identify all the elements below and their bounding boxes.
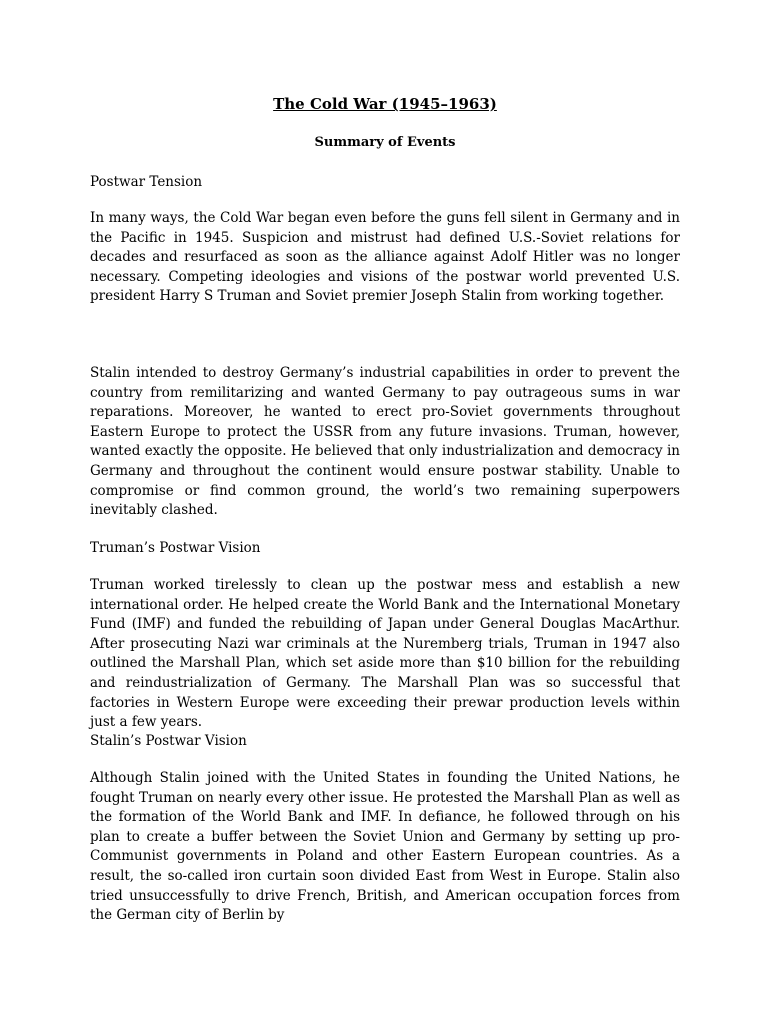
page-title: The Cold War (1945–1963): [273, 95, 497, 113]
section-heading-stalin-vision: Stalin’s Postwar Vision: [90, 733, 247, 749]
paragraph-stalin-vision: Although Stalin joined with the United States in founding the United Nations, he fought Truman on nearly every other issue. He protested the Marshall Plan as well as the formation of the World Bank and IMF. In defiance, he followed through on his plan to create a buffer between the Soviet Union and Germany by setting up pro-Communist governments in Poland and other Eastern European countries. As a result, the so-called iron curtain soon divided East from West in Europe. Stalin also tried unsuccessfully to drive French, British, and American occupation forces from the German city of Berlin by: [90, 770, 680, 924]
section-heading-truman-vision: Truman’s Postwar Vision: [90, 540, 261, 556]
paragraph-postwar-tension-2: Stalin intended to destroy Germany’s industrial capabilities in order to prevent the country from remilitarizing and wanted Germany to pay outrageous sums in war reparations. Moreover, he wanted to erect pro-Soviet governments throughout Eastern Europe to protect the USSR from any future invasions. Truman, however, wanted exactly the opposite. He believed that only industrialization and democracy in Germany and throughout the continent would ensure postwar stability. Unable to compromise or find common ground, the world’s two remaining superpowers inevitably clashed.: [90, 365, 680, 519]
document-page: [90, 0, 680, 1024]
section-heading-postwar-tension: Postwar Tension: [90, 174, 203, 190]
paragraph-postwar-tension-1: In many ways, the Cold War began even before the guns fell silent in Germany and in the Pacific in 1945. Suspicion and mistrust had defined U.S.-Soviet relations for decades and resurfaced as soon as the alliance against Adolf Hitler was no longer necessary. Competing ideologies and visions of the postwar world prevented U.S. president Harry S Truman and Soviet premier Joseph Stalin from working together.: [90, 210, 680, 305]
paragraph-truman-vision: Truman worked tirelessly to clean up the postwar mess and establish a new international order. He helped create the World Bank and the International Monetary Fund (IMF) and funded the rebuilding of Japan under General Douglas MacArthur. After prosecuting Nazi war criminals at the Nuremberg trials, Truman in 1947 also outlined the Marshall Plan, which set aside more than $10 billion for the rebuilding and reindustrialization of Germany. The Marshall Plan was so successful that factories in Western Europe were exceeding their prewar production levels within just a few years.: [90, 577, 680, 731]
page-subtitle: Summary of Events: [314, 135, 456, 150]
